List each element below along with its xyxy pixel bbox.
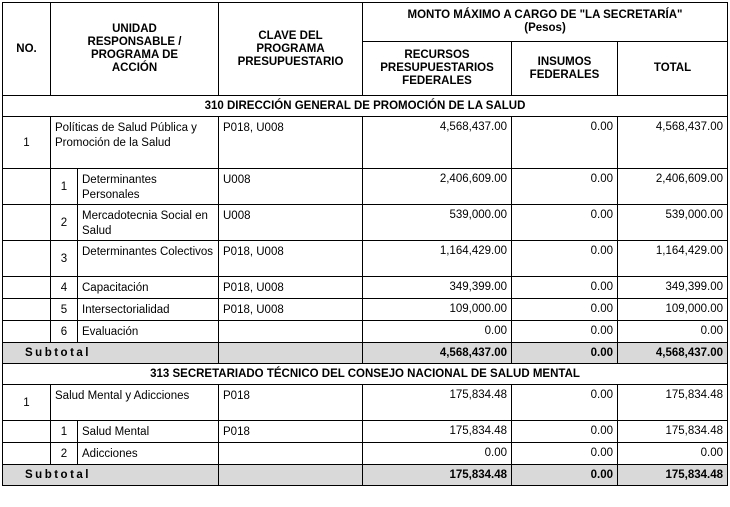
item-name: Mercadotecnia Social en Salud (78, 205, 219, 241)
item-total: 109,000.00 (618, 299, 728, 321)
item-total: 0.00 (618, 321, 728, 343)
item-total: 1,164,429.00 (618, 241, 728, 277)
item-number: 1 (51, 421, 78, 443)
table-row (3, 443, 728, 465)
empty-cell (3, 241, 51, 277)
program-clave: P018, U008 (219, 117, 363, 169)
item-name: Intersectorialidad (78, 299, 219, 321)
item-number: 2 (51, 205, 78, 241)
table-row (3, 299, 728, 321)
item-recursos: 349,399.00 (363, 277, 512, 299)
subtotal-empty-cell (219, 343, 363, 364)
item-recursos: 0.00 (363, 443, 512, 465)
item-recursos: 2,406,609.00 (363, 169, 512, 205)
subtotal-row (3, 465, 728, 486)
item-recursos: 539,000.00 (363, 205, 512, 241)
table-row (3, 241, 728, 277)
header-unidad: UNIDAD RESPONSABLE / PROGRAMA DE ACCIÓN (51, 3, 219, 96)
header-row-1 (3, 3, 728, 42)
subtotal-label: Subtotal (3, 343, 219, 364)
item-clave: P018, U008 (219, 277, 363, 299)
program-number: 1 (3, 385, 51, 421)
item-insumos: 0.00 (512, 421, 618, 443)
budget-table (2, 2, 728, 486)
item-total: 0.00 (618, 443, 728, 465)
item-insumos: 0.00 (512, 443, 618, 465)
program-total: 4,568,437.00 (618, 117, 728, 169)
item-clave (219, 321, 363, 343)
subtotal-total: 175,834.48 (618, 465, 728, 486)
table-row (3, 169, 728, 205)
item-clave: P018, U008 (219, 241, 363, 277)
header-insumos: INSUMOS FEDERALES (512, 42, 618, 96)
item-total: 175,834.48 (618, 421, 728, 443)
header-recursos: RECURSOS PRESUPUESTARIOS FEDERALES (363, 42, 512, 96)
item-name: Adicciones (78, 443, 219, 465)
program-number: 1 (3, 117, 51, 169)
subtotal-empty-cell (219, 465, 363, 486)
section-title: 310 DIRECCIÓN GENERAL DE PROMOCIÓN DE LA SALUD (3, 96, 728, 117)
item-name: Salud Mental (78, 421, 219, 443)
empty-cell (3, 277, 51, 299)
item-insumos: 0.00 (512, 241, 618, 277)
header-no: NO. (3, 3, 51, 96)
header-monto-title: MONTO MÁXIMO A CARGO DE "LA SECRETARÍA" (407, 9, 683, 22)
empty-cell (3, 321, 51, 343)
program-clave: P018 (219, 385, 363, 421)
item-recursos: 109,000.00 (363, 299, 512, 321)
section-title-row (3, 364, 728, 385)
program-row (3, 385, 728, 421)
item-recursos: 1,164,429.00 (363, 241, 512, 277)
subtotal-recursos: 175,834.48 (363, 465, 512, 486)
item-insumos: 0.00 (512, 205, 618, 241)
item-number: 6 (51, 321, 78, 343)
subtotal-label: Subtotal (3, 465, 219, 486)
subtotal-recursos: 4,568,437.00 (363, 343, 512, 364)
header-total: TOTAL (618, 42, 728, 96)
item-number: 4 (51, 277, 78, 299)
subtotal-insumos: 0.00 (512, 465, 618, 486)
budget-table-container (2, 2, 727, 486)
program-name: Políticas de Salud Pública y Promoción de la Salud (51, 117, 219, 169)
item-number: 1 (51, 169, 78, 205)
item-name: Determinantes Personales (78, 169, 219, 205)
item-clave: U008 (219, 169, 363, 205)
table-row (3, 277, 728, 299)
program-row (3, 117, 728, 169)
empty-cell (3, 169, 51, 205)
item-clave: U008 (219, 205, 363, 241)
item-total: 539,000.00 (618, 205, 728, 241)
item-insumos: 0.00 (512, 277, 618, 299)
header-monto (363, 3, 728, 42)
item-name: Determinantes Colectivos (78, 241, 219, 277)
subtotal-total: 4,568,437.00 (618, 343, 728, 364)
program-recursos: 4,568,437.00 (363, 117, 512, 169)
item-number: 5 (51, 299, 78, 321)
item-name: Evaluación (78, 321, 219, 343)
empty-cell (3, 421, 51, 443)
empty-cell (3, 205, 51, 241)
empty-cell (3, 443, 51, 465)
item-clave: P018, U008 (219, 299, 363, 321)
item-total: 349,399.00 (618, 277, 728, 299)
item-insumos: 0.00 (512, 321, 618, 343)
item-insumos: 0.00 (512, 299, 618, 321)
item-number: 3 (51, 241, 78, 277)
header-clave: CLAVE DEL PROGRAMA PRESUPUESTARIO (219, 3, 363, 96)
table-row (3, 321, 728, 343)
program-insumos: 0.00 (512, 385, 618, 421)
subtotal-insumos: 0.00 (512, 343, 618, 364)
subtotal-row (3, 343, 728, 364)
item-clave: P018 (219, 421, 363, 443)
empty-cell (3, 299, 51, 321)
item-insumos: 0.00 (512, 169, 618, 205)
table-row (3, 205, 728, 241)
item-recursos: 175,834.48 (363, 421, 512, 443)
program-name: Salud Mental y Adicciones (51, 385, 219, 421)
table-row (3, 421, 728, 443)
section-title-row (3, 96, 728, 117)
program-recursos: 175,834.48 (363, 385, 512, 421)
item-name: Capacitación (78, 277, 219, 299)
program-insumos: 0.00 (512, 117, 618, 169)
item-clave (219, 443, 363, 465)
item-total: 2,406,609.00 (618, 169, 728, 205)
program-total: 175,834.48 (618, 385, 728, 421)
item-number: 2 (51, 443, 78, 465)
item-recursos: 0.00 (363, 321, 512, 343)
header-monto-sub: (Pesos) (524, 22, 566, 35)
section-title: 313 SECRETARIADO TÉCNICO DEL CONSEJO NACIONAL DE SALUD MENTAL (3, 364, 728, 385)
